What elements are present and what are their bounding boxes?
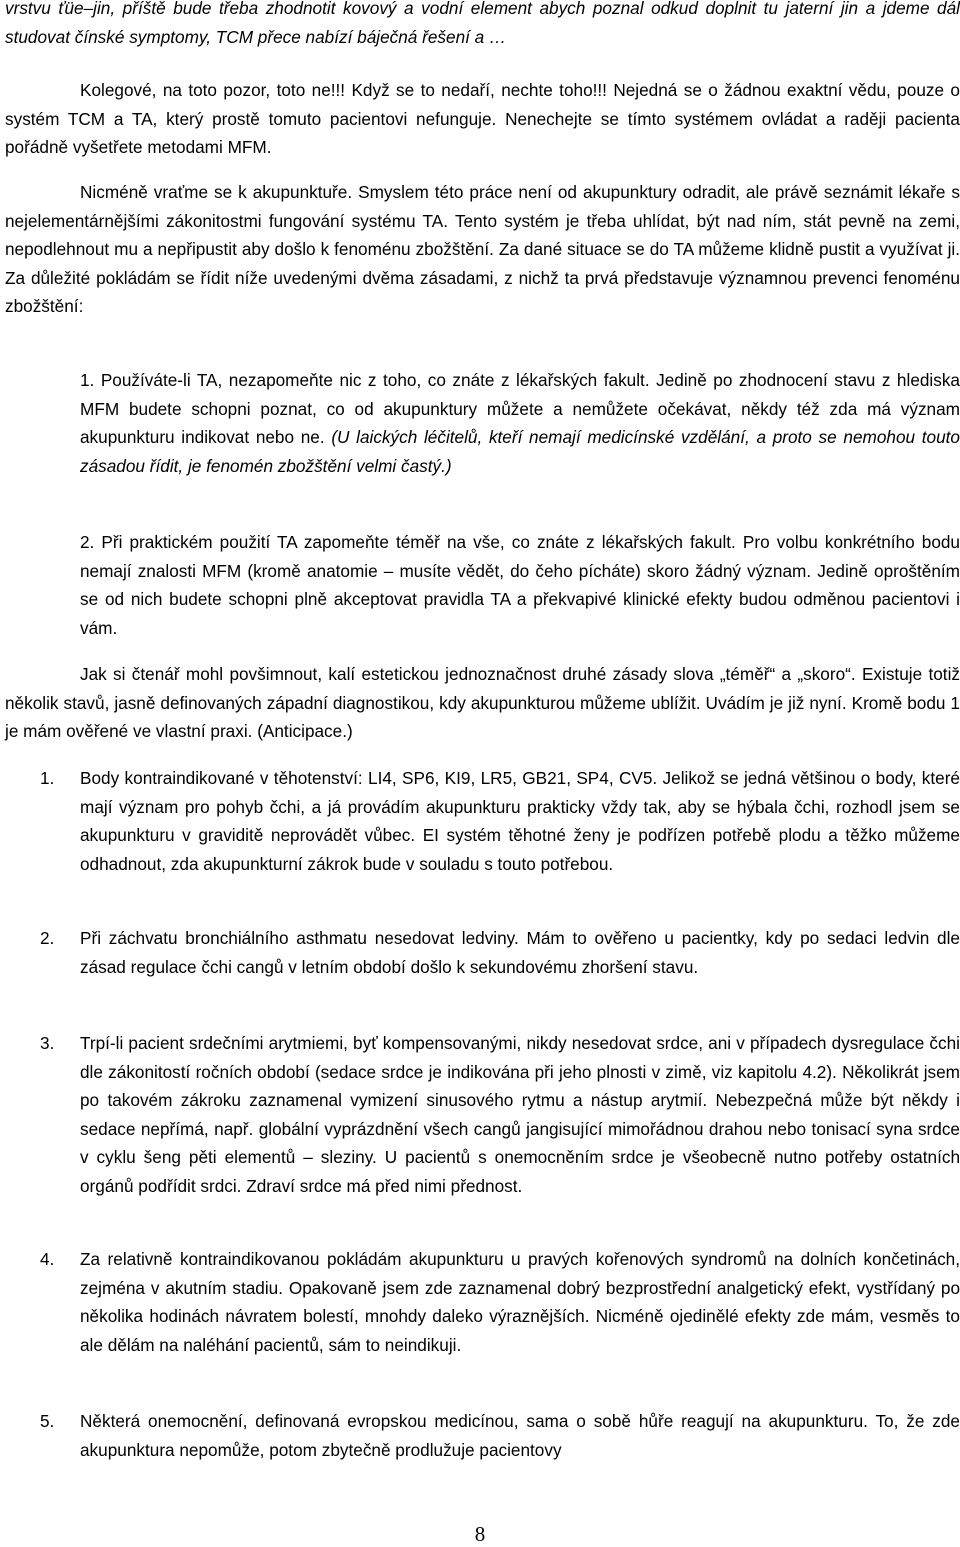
list-item-text: Při záchvatu bronchiálního asthmatu nesedovat ledviny. Mám to ověřeno u pacientky, kdy po sedaci ledvin dle zásad regulace čchi cangů v letním období došlo k sekundovému zhoršení stavu. [80, 928, 960, 977]
nevertheless-paragraph [5, 178, 960, 321]
nevertheless-text: Nicméně vraťme se k akupunktuře. Smyslem této práce není od akupunktury odradit, ale právě seznámit lékaře s nejelementárnějšími zákonitostmi fungování systému TA. Tento systém je třeba uhlídat, být nad ním, stát pevně na zemi, nepodlehnout mu a nepřipustit aby došlo k fenoménu zbožštění. Za dané situace se do TA můžeme klidně pustit a využívat ji. Za důležité pokládám se řídit níže uvedenými dvěma zásadami, z nichž ta prvá představuje významnou prevenci fenoménu zbožštění: [5, 182, 960, 316]
list-item-text: Za relativně kontraindikovanou pokládám akupunkturu u pravých kořenových syndromů na dolních končetinách, zejména v akutním stadiu. Opakovaně jsem zde zaznamenal dobrý bezprostřední analgetický efekt, vystřídaný po několika hodinách návratem bolestí, mnohdy daleko výraznějších. Nicméně ojedinělé efekty zde mám, vesměs to ale dělám na naléhání pacientů, sám to neindikuji. [80, 1249, 960, 1355]
list-item [0, 924, 960, 977]
rule-1 [80, 366, 960, 480]
colleagues-text: Kolegové, na toto pozor, toto ne!!! Když se to nedaří, nechte toho!!! Nejedná se o žádnou exaktní vědu, pouze o systém TCM a TA, který prostě tomuto pacientovi nefunguje. Nenechejte se tímto systémem ovládat a raději pacienta pořádně vyšetřete metodami MFM. [5, 80, 960, 157]
colleagues-paragraph [5, 76, 960, 162]
list-item-number: 3. [40, 1033, 55, 1053]
reader-paragraph [5, 660, 960, 746]
list-item-text: Trpí-li pacient srdečními arytmiemi, byť kompensovanými, nikdy nesedovat srdce, ani v případech dysregulace čchi dle zákonitostí ročních období (sedace srdce je indikována při jeho plnosti v zimě, viz kapitolu 4.2). Několikrát jsem po takovém zákroku zaznamenal vymizení sinusového rytmu a nástup arytmií. Nebezpečná může být někdy i sedace nepřímá, např. globální vyprázdnění všech cangů jangisující mimořádnou drahou nebo tonisací syna srdce v cyklu šeng pěti elementů – sleziny. U pacientů s onemocněním srdce je všeobecně nutno potřeby ostatních orgánů podřídit srdci. Zdraví srdce má před nimi přednost. [80, 1033, 960, 1196]
list-item-number: 4. [40, 1249, 55, 1269]
list-item-text: Některá onemocnění, definovaná evropskou medicínou, sama o sobě hůře reagují na akupunkturu. To, že zde akupunktura nepomůže, potom zbytečně prodlužuje pacientovy [80, 1411, 960, 1460]
list-item [0, 1029, 960, 1196]
rule-2-text: 2. Při praktickém použití TA zapomeňte téměř na vše, co znáte z lékařských fakult. Pro volbu konkrétního bodu nemají znalosti MFM (kromě anatomie – musíte vědět, do čeho pícháte) skoro žádný význam. Jedině oproštěním se od nich budete schopni plně akceptovat pravidla TA a překvapivé klinické efekty budou odměnou pacientovi i vám. [80, 532, 960, 638]
list-item [0, 764, 960, 874]
list-item-text: Body kontraindikované v těhotenství: LI4, SP6, KI9, LR5, GB21, SP4, CV5. Jelikož se jedná většinou o body, které mají význam pro pohyb čchi, a já provádím akupunkturu prakticky vždy tak, aby se hýbala čchi, rozhodl jsem se akupunkturu v graviditě neprovádět vůbec. EI systém těhotné ženy je podřízen potřebě plodu a těžko můžeme odhadnout, zda akupunkturní zákrok bude v souladu s touto potřebou. [80, 768, 960, 874]
list-item [0, 1245, 960, 1355]
rule-2 [80, 528, 960, 642]
list-item-number: 5. [40, 1411, 55, 1431]
intro-paragraph [5, 0, 960, 51]
list-item-number: 2. [40, 928, 55, 948]
list-item [0, 1407, 960, 1460]
page-number: 8 [474, 1522, 486, 1546]
list-item-number: 1. [40, 768, 55, 788]
rule-1-text: 1. Používáte-li TA, nezapomeňte nic z toho, co znáte z lékařských fakult. Jedině po zhodnocení stavu z hlediska MFM budete schopni poznat, co od akupunktury můžete a nemůžete očekávat, někdy též zda má význam akupunkturu indikovat nebo ne. [80, 370, 960, 447]
intro-text: vrstvu ťüe–jin, příště bude třeba zhodnotit kovový a vodní element abych poznal odkud doplnit tu jaterní jin a jdeme dál studovat čínské symptomy, TCM přece nabízí báječná řešení a … [5, 0, 960, 47]
reader-text: Jak si čtenář mohl povšimnout, kalí estetickou jednoznačnost druhé zásady slova „téměř“ a „skoro“. Existuje totiž několik stavů, jasně definovaných západní diagnostikou, kdy akupunkturou můžeme ublížit. Uvádím je již nyní. Kromě bodu 1 je mám ověřené ve vlastní praxi. (Anticipace.) [5, 664, 960, 741]
rule-1-note: (U laických léčitelů, kteří nemají medicínské vzdělání, a proto se nemohou touto zásadou řídit, je fenomén zbožštění velmi častý.) [80, 427, 960, 476]
